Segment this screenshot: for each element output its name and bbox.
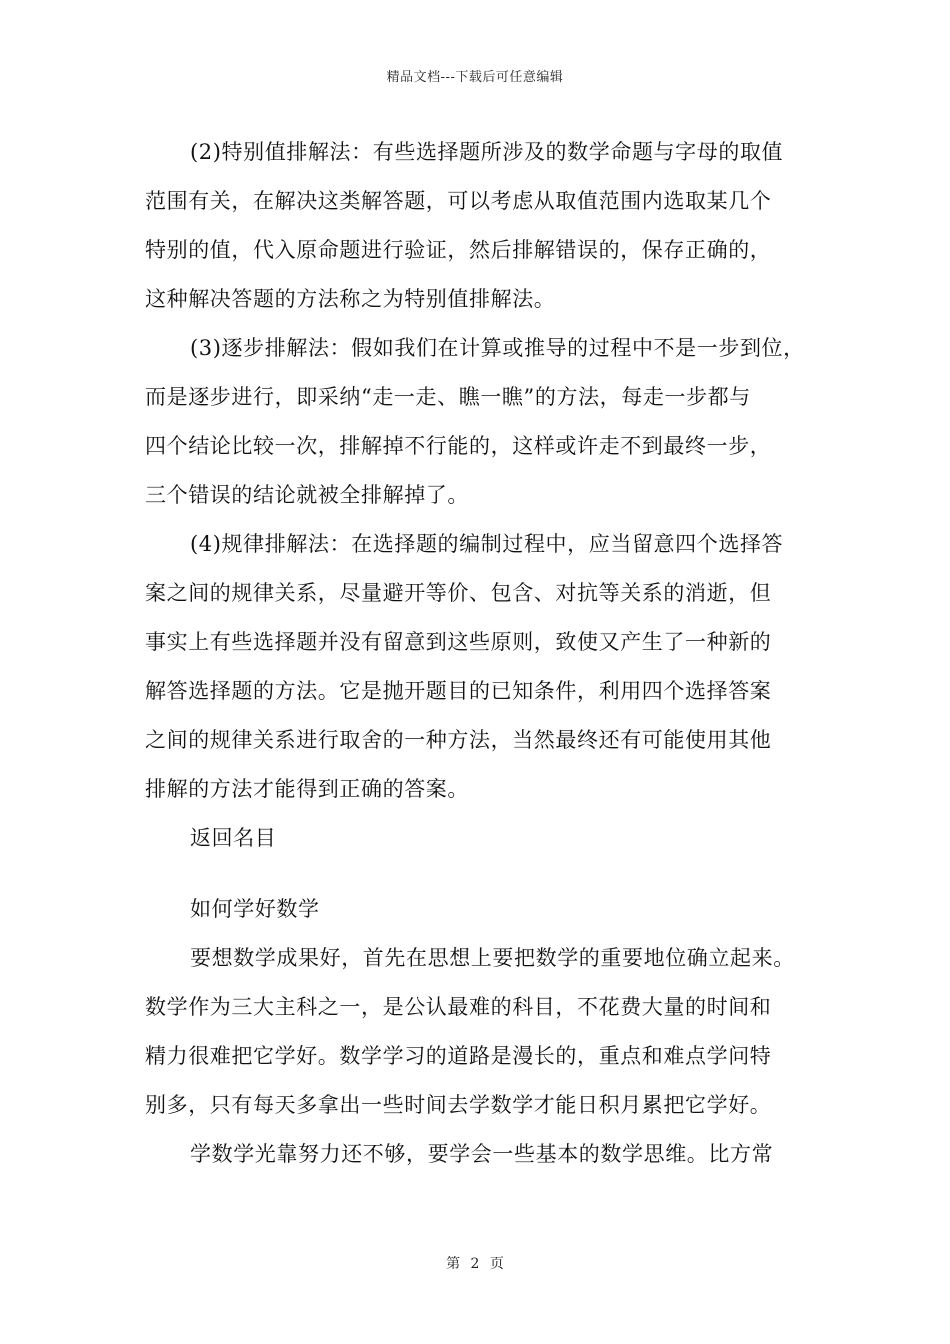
text-line: (2)特别值排解法：有些选择题所涉及的数学命题与字母的取值 [190, 140, 784, 164]
text-line: 事实上有些选择题并没有留意到这些原则，致使又产生了一种新的 [145, 630, 772, 654]
text-line: 而是逐步进行，即采纳“走一走、瞧一瞧”的方法，每走一步都与 [145, 385, 751, 409]
text-line: 精力很难把它学好。数学学习的道路是漫长的，重点和难点学问特 [145, 1044, 772, 1068]
text-line: 学数学光靠努力还不够，要学会一些基本的数学思维。比方常 [190, 1142, 774, 1166]
text-line: 特别的值，代入原命题进行验证，然后排解错误的，保存正确的， [145, 238, 772, 262]
page-number-prefix: 第 [446, 1256, 461, 1272]
text-line: 解答选择题的方法。它是抛开题目的已知条件，利用四个选择答案 [145, 679, 772, 703]
text-line: 要想数学成果好，首先在思想上要把数学的重要地位确立起来。 [190, 946, 795, 970]
spacer [145, 863, 815, 885]
page-number: 2 [470, 1256, 480, 1272]
text-line: 范围有关，在解决这类解答题，可以考虑从取值范围内选取某几个 [145, 189, 772, 213]
paragraph-stepwise-elimination [145, 324, 815, 520]
paragraph-pattern-elimination [145, 520, 815, 814]
text-line: 这种解决答题的方法称之为特别值排解法。 [145, 287, 556, 311]
paragraph-special-value-elimination [145, 128, 815, 324]
text-line: (4)规律排解法：在选择题的编制过程中，应当留意四个选择答 [190, 532, 784, 556]
text-line: 排解的方法才能得到正确的答案。 [145, 777, 469, 801]
back-to-contents-link[interactable]: 返回名目 [190, 826, 277, 850]
page-footer [0, 1253, 950, 1273]
text-line: 案之间的规律关系，尽量避开等价、包含、对抗等关系的消逝，但 [145, 581, 772, 605]
document-body [145, 128, 815, 1179]
text-line: 数学作为三大主科之一，是公认最难的科目，不花费大量的时间和 [145, 995, 772, 1019]
paragraph-math-thinking [145, 1130, 815, 1179]
text-line: (3)逐步排解法：假如我们在计算或推导的过程中不是一步到位， [190, 336, 805, 360]
text-line: 别多，只有每天多拿出一些时间去学数学才能日积月累把它学好。 [145, 1093, 772, 1117]
page-number-suffix: 页 [489, 1256, 504, 1272]
page-header: 精品文档---下载后可任意编辑 [386, 70, 564, 85]
text-line: 三个错误的结论就被全排解掉了。 [145, 483, 469, 507]
section-heading: 如何学好数学 [190, 897, 320, 921]
text-line: 四个结论比较一次，排解掉不行能的，这样或许走不到最终一步， [145, 434, 772, 458]
paragraph-math-importance [145, 934, 815, 1130]
text-line: 之间的规律关系进行取舍的一种方法，当然最终还有可能使用其他 [145, 728, 772, 752]
